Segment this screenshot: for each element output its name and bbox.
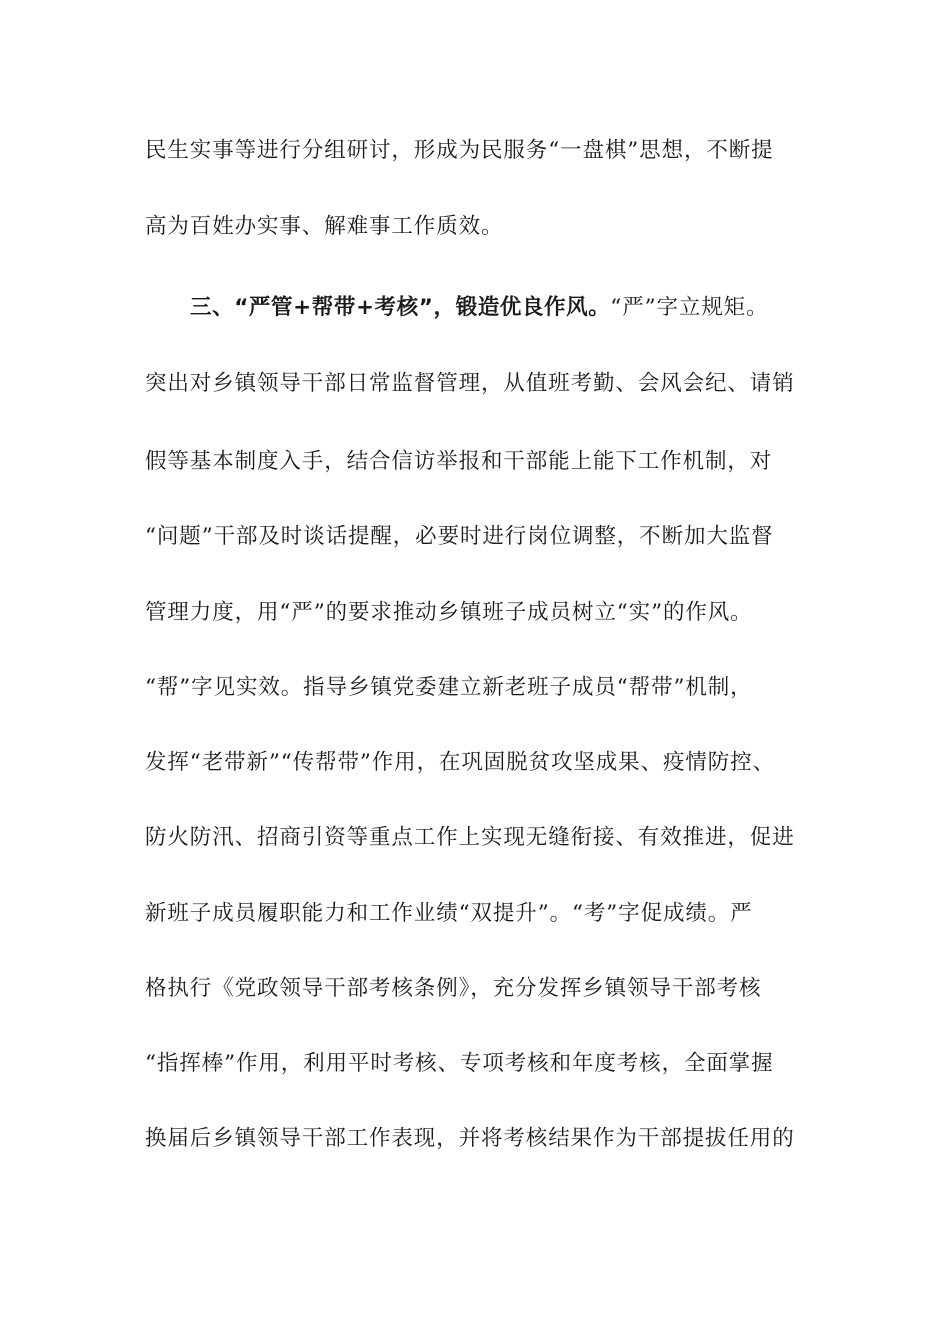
paragraph-line: 防火防汛、招商引资等重点工作上实现无缝衔接、有效推进，促进 (145, 825, 795, 850)
paragraph-line: “问题”干部及时谈话提醒，必要时进行岗位调整，不断加大监督 (145, 524, 774, 549)
heading-continuation: “严”字立规矩。 (610, 295, 769, 320)
paragraph-line: 格执行《党政领导干部考核条例》，充分发挥乡镇领导干部考核 (145, 976, 762, 1001)
paragraph-line: 管理力度，用“严”的要求推动乡镇班子成员树立“实”的作风。 (145, 600, 753, 625)
paragraph-line: 假等基本制度入手，结合信访举报和干部能上能下工作机制，对 (145, 449, 773, 474)
paragraph-line: 民生实事等进行分组研讨，形成为民服务“一盘棋”思想，不断提 (145, 138, 774, 163)
section-heading-line (190, 293, 870, 323)
paragraph-line: “指挥棒”作用，利用平时考核、专项考核和年度考核，全面掌握 (145, 1051, 774, 1076)
paragraph-line: 新班子成员履职能力和工作业绩“双提升”。“考”字促成绩。严 (145, 901, 753, 926)
paragraph-line: “帮”字见实效。指导乡镇党委建立新老班子成员“帮带”机制， (145, 675, 753, 700)
section-heading: 三、“严管+帮带+考核”，锻造优良作风。 (190, 295, 611, 320)
paragraph-line: 发挥“老带新”“传帮带”作用，在巩固脱贫攻坚成果、疫情防控、 (145, 750, 775, 775)
paragraph-line: 换届后乡镇领导干部工作表现，并将考核结果作为干部提拔任用的 (145, 1126, 795, 1151)
paragraph-line: 高为百姓办实事、解难事工作质效。 (145, 214, 504, 239)
paragraph-line: 突出对乡镇领导干部日常监督管理，从值班考勤、会风会纪、请销 (145, 371, 795, 396)
